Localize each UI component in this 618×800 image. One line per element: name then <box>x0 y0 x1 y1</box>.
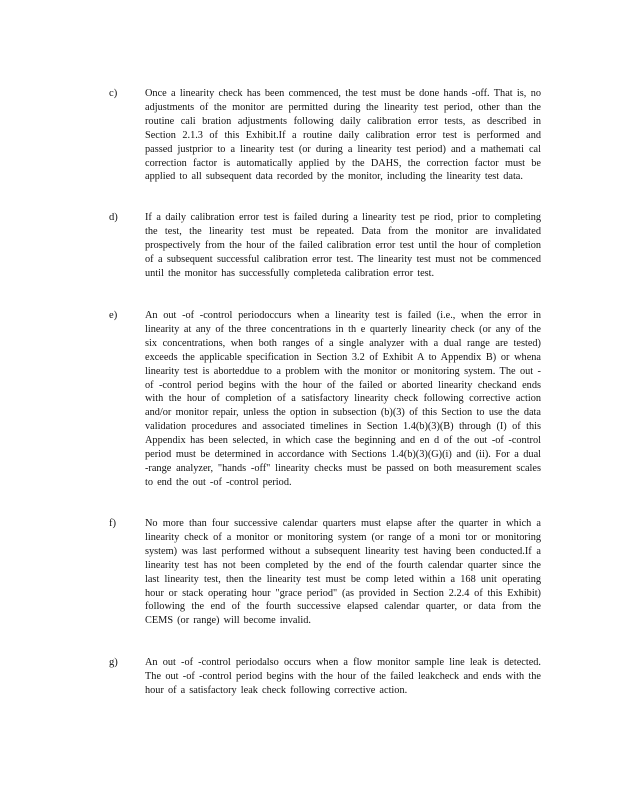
paragraph-text: No more than four successive calendar quarters must elapse after the quarter in which a linearity check of a monitor or monitoring system (or range of a moni tor or monitoring system) was last performed without a subsequent linearity test having been conducted.If a linearity test has not been completed by the end of the fourth calendar quarter since the last linearity test, then the linearity test must be comp leted within a 168 unit operating hour or stack operating hour "grace period" (as provided in Section 2.2.4 of this Exhibit) following the end of the fourth successive elapsed calendar quarter, or data from the CEMS (or range) will become invalid. <box>145 518 541 627</box>
paragraph-text: If a daily calibration error test is failed during a linearity test pe riod, prior to completing the test, the linearity test must be repeated. Data from the monitor are invalidated prospectively from the hour of the failed calibration error test until the hour of completion of a subsequent successful calibration error test. The linearity test must not be commenced until the monitor has successfully completeda calibration error test. <box>145 212 541 279</box>
list-marker: e) <box>109 310 118 321</box>
list-marker: d) <box>109 212 118 223</box>
list-marker: g) <box>109 657 118 668</box>
list-marker: c) <box>109 88 118 99</box>
list-marker: f) <box>109 518 117 529</box>
paragraph-text: Once a linearity check has been commenced, the test must be done hands -off. That is, no adjustments of the monitor are permitted during the linearity test period, other than the routine cali bration adjustments following daily calibration error tests, as described in Section 2.1.3 of this Exhibit.If a routine daily calibration error test is performed and passed justprior to a linearity test (or during a linearity test period) and a mathemati cal correction factor is automatically applied by the DAHS, the correction factor must be applied to all subsequent data recorded by the monitor, including the linearity test data. <box>145 88 541 183</box>
paragraph-text: An out -of -control periodoccurs when a linearity test is failed (i.e., when the error in linearity at any of the three concentrations in th e quarterly linearity check (or any of the six concentrations, when both ranges of a single analyzer with a dual range are tested) exceeds the applicable specification in Section 3.2 of Exhibit A to Appendix B) or whena linearity test is aborteddue to a problem with the monitor or monitoring system. The out -of -control period begins with the hour of the failed or aborted linearity checkand ends with the hour of completion of a satisfactory linearity check following corrective action and/or monitor repair, unless the option in subsection (b)(3) of this Section to use the data validation procedures and associated timelines in Section 1.4(b)(3)(B) through (I) of this Appendix has been selected, in which case the beginning and en d of the out -of -control period must be determined in accordance with Sections 1.4(b)(3)(G)(i) and (ii). For a dual -range analyzer, "hands -off" linearity checks must be passed on both measurement scales to end the out -of -control period. <box>145 310 541 488</box>
paragraph-text: An out -of -control periodalso occurs when a flow monitor sample line leak is detected. The out -of -control period begins with the hour of the failed leakcheck and ends with the hour of a satisfactory leak check following corrective action. <box>145 657 541 696</box>
